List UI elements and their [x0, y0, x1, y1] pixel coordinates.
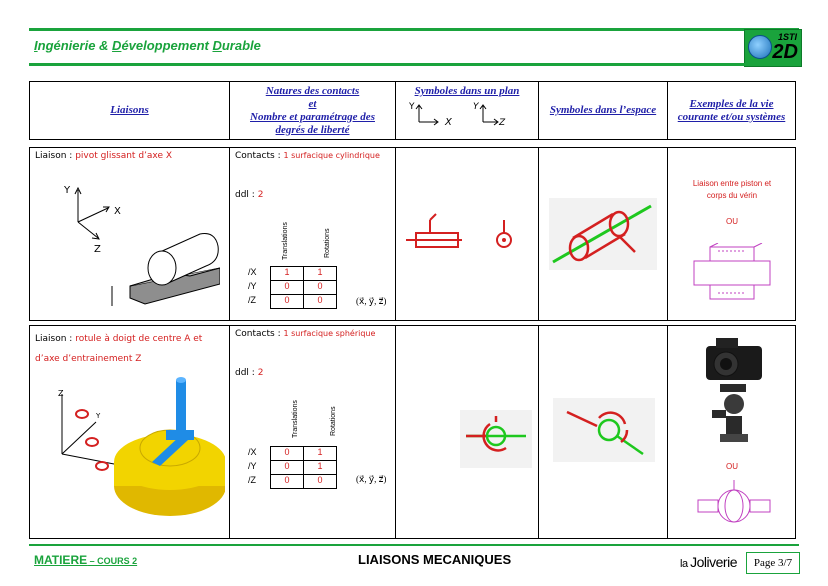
rotule-doigt-plan-symbol	[396, 326, 539, 539]
row-rotule-doigt	[30, 326, 796, 539]
globe-icon	[748, 35, 772, 59]
rotule-doigt-drawing	[40, 374, 225, 534]
cell-contacts-2: Contacts : 1 surfacique sphérique ddl : 2 Translations Rotations /X 0 1 /Y 0 1 /Z 0 0 (x⃗, y⃗, z⃗)	[230, 326, 396, 539]
camera-tripod-head-photo	[696, 332, 772, 448]
table-header-row	[30, 82, 796, 140]
cell-liaison-2: Liaison : rotule à doigt de centre A et d’axe d’entrainement Z Z Y	[30, 326, 230, 539]
rotule-doigt-3d-symbol	[539, 326, 668, 539]
cell-espace-2	[539, 326, 668, 539]
page-number: Page 3/7	[746, 552, 800, 574]
col-natures: Natures des contacts et Nombre et paramétrage des degrés de liberté	[230, 82, 396, 140]
sti2d-logo: 1STI 2D	[744, 29, 802, 67]
plan-axes-icon	[407, 100, 527, 128]
col-liaisons: Liaisons	[30, 82, 230, 140]
col-symboles-plan: Symboles dans un plan Y X Y Z	[396, 82, 539, 140]
col-symboles-espace: Symboles dans l’espace	[539, 82, 668, 140]
joliverie-logo: la Joliverie	[680, 554, 737, 570]
cell-exemple-2: OU	[668, 326, 796, 539]
row-pivot-glissant	[30, 148, 796, 321]
footer-title: LIAISONS MECANIQUES	[358, 552, 512, 567]
cell-contacts-1: Contacts : 1 surfacique cylindrique ddl : 2 Translations Rotations /X 1 1 /Y 0 0 /Z 0 0 (x⃗, y⃗, z⃗)	[230, 148, 396, 321]
col-exemples: Exemples de la vie courante et/ou systèmes	[668, 82, 796, 140]
liaisons-table	[29, 81, 796, 539]
pivot-glissant-3d-symbol	[539, 148, 668, 321]
cell-plan-1	[396, 148, 539, 321]
header-bottom-rule	[29, 63, 799, 66]
piston-example-drawing	[692, 243, 772, 303]
document-title: Ingénierie & Développement Durable	[34, 38, 261, 53]
svg-text:Y: Y	[96, 412, 101, 420]
svg-text:Z: Z	[499, 118, 506, 128]
footer-matiere: MATIERE – COURS 2	[34, 553, 138, 567]
svg-text:Z: Z	[94, 244, 101, 255]
pivot-glissant-drawing	[50, 176, 220, 306]
footer-rule	[29, 544, 799, 546]
svg-text:Z: Z	[58, 389, 64, 398]
ball-joint-example-drawing	[696, 478, 772, 532]
header-top-rule	[29, 28, 799, 31]
svg-text:Y: Y	[64, 185, 71, 196]
ddl-table-2: /X 0 1 /Y 0 1 /Z 0 0	[248, 446, 337, 489]
cell-liaison-1: Liaison : pivot glissant d’axe X Y X Z	[30, 148, 230, 321]
pivot-glissant-plan-symbol	[396, 148, 539, 321]
cell-espace-1	[539, 148, 668, 321]
svg-text:Y: Y	[409, 102, 415, 112]
svg-text:X: X	[445, 117, 452, 128]
ddl-table-1: /X 1 1 /Y 0 0 /Z 0 0	[248, 266, 337, 309]
cell-exemple-1: Liaison entre piston et corps du vérin OU	[668, 148, 796, 321]
cell-plan-2	[396, 326, 539, 539]
svg-text:Y: Y	[473, 102, 479, 112]
svg-text:X: X	[114, 206, 121, 217]
